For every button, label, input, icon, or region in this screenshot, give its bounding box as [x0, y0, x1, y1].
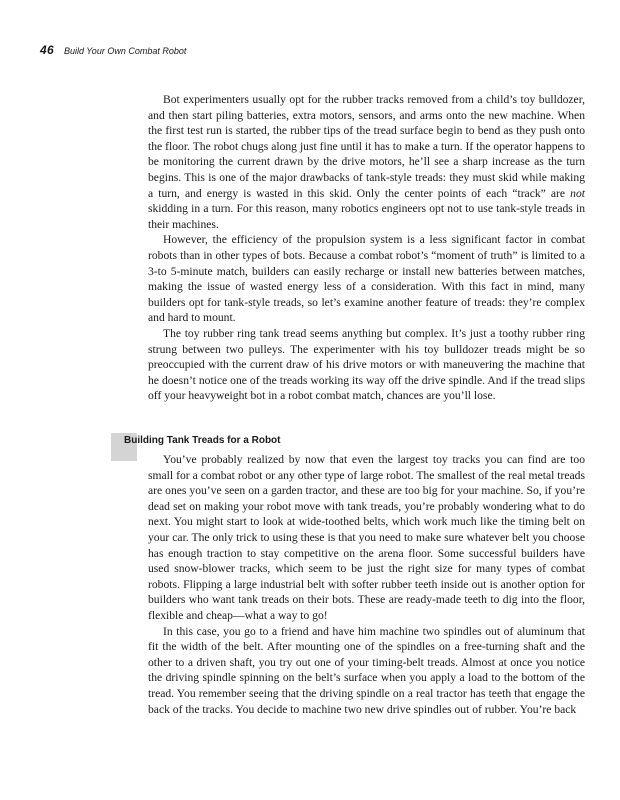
- emphasis-not: not: [570, 186, 585, 200]
- running-title: Build Your Own Combat Robot: [63, 46, 187, 56]
- paragraph-text: Bot experimenters usually opt for the rubber tracks removed from a child’s toy bulldozer, and then start piling batteries, extra motors, sensors, and arms onto the new machine. When the first test run is started, the rubber tips of the tread surface begin to bend as they push onto the floor. The robot chugs along just fine until it has to make a turn. If the operator happens to be monitoring the current drawn by the drive motors, he’ll see a sharp increase as the turn begins. This is one of the major drawbacks of tank-style treads: they must skid while making a turn, and energy is wasted in this skid. Only the center points of each “track” are: [148, 93, 585, 200]
- running-header: [40, 43, 186, 57]
- paragraph-toy-tread: The toy rubber ring tank tread seems anything but complex. It’s just a toothy rubber ring strung between two pulleys. The experimenter with his toy bulldozer treads might be so preoccupied with the current draw of his drive motors or with maneuvering the machine that he doesn’t notice one of the treads working its way off the drive spindle. And if the tread slips off your heavyweight bot in a robot combat match, chances are you’ll lose.: [148, 326, 585, 403]
- paragraph-efficiency: However, the efficiency of the propulsion system is a less significant factor in combat robots than in other types of bots. Because a combat robot’s “moment of truth” is limited to a 3-to 5-minute match, builders can easily recharge or install new batteries between matches, making the issue of wasted energy less of a consideration. With this fact in mind, many builders opt for tank-style treads, so let’s examine another feature of treads: they’re complex and hard to mount.: [148, 233, 585, 325]
- paragraph-spindles: In this case, you go to a friend and have him machine two spindles out of aluminum that fit the width of the belt. After mounting one of the spindles on a free-turning shaft and the other to a driven shaft, you try out one of your timing-belt treads. Almost at once you notice the driving spindle spinning on the belt’s surface when you apply a load to the bottom of the tread. You remember seeing that the driving spindle on a real tractor has teeth that engage the back of the tracks. You decide to machine two new drive spindles out of rubber. You’re back: [148, 624, 585, 716]
- paragraph-text: skidding in a turn. For this reason, many robotics engineers opt not to use tank-style treads in their machines.: [148, 202, 585, 231]
- section-text-block: [148, 452, 585, 717]
- paragraph-tracks-skid: [148, 92, 585, 232]
- paragraph-belts: You’ve probably realized by now that even the largest toy tracks you can find are too small for a combat robot or any other type of large robot. The smallest of the real metal treads are ones you’ve seen on a garden tractor, and these are too big for your machine. So, if you’re dead set on making your robot move with tank treads, you’re probably wondering what to do next. You might start to look at wide-toothed belts, which work much like the timing belt on your car. The only trick to using these is that you need to make sure whatever belt you choose has enough traction to stay competitive on the arena floor. Some successful builders have used snow-blower tracks, which seem to be just the right size for many types of combat robots. Flipping a large industrial belt with softer rubber teeth inside out is another option for builders who want tank treads on their bots. These are ready-made teeth to dig into the floor, flexible and cheap—what a way to go!: [148, 453, 585, 622]
- page-number: 46: [40, 43, 54, 57]
- section-title: Building Tank Treads for a Robot: [124, 435, 281, 446]
- intro-text-block: [148, 92, 585, 404]
